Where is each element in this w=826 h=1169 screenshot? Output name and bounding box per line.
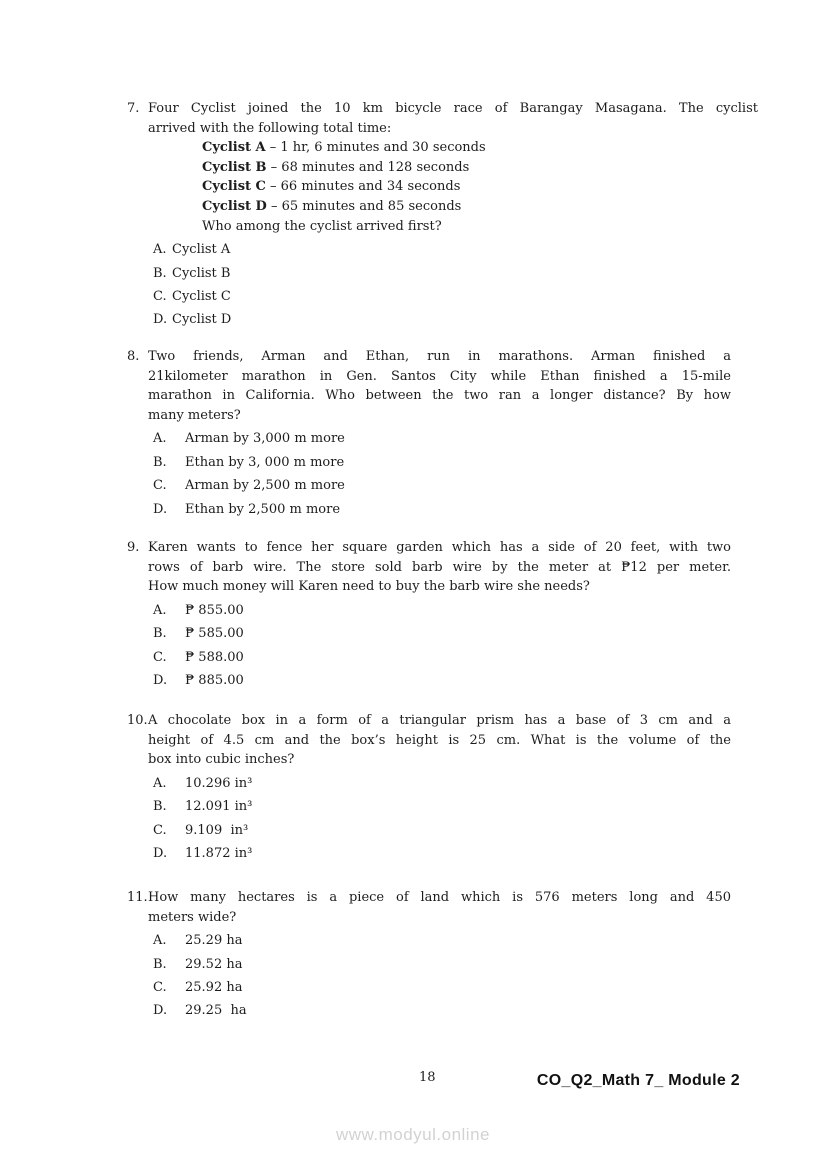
option-letter: B. <box>153 454 167 470</box>
cyclist-name: Cyclist A <box>202 140 266 156</box>
option-letter: C. <box>153 822 167 838</box>
option-letter: B. <box>153 626 167 642</box>
answer-option <box>153 1001 731 1021</box>
option-text: Ethan by 3, 000 m more <box>185 454 345 470</box>
question-9 <box>127 538 731 694</box>
question-11 <box>127 888 731 1025</box>
question-text-line: arrived with the following total time: <box>148 120 392 136</box>
option-letter: D. <box>153 501 168 517</box>
cyclist-time-item <box>202 158 758 178</box>
option-letter: B. <box>153 799 167 815</box>
question-text-line: How much money will Karen need to buy the barb wire she needs? <box>148 579 590 595</box>
question-text-line: marathon in California. Who between the two ran a longer distance? By how <box>148 388 731 404</box>
option-letter: D. <box>153 845 168 861</box>
option-text: ₱ 855.00 <box>185 602 244 618</box>
option-text: 9.109 in³ <box>185 822 249 838</box>
cyclist-times-list <box>148 138 758 216</box>
answer-option <box>153 310 758 330</box>
option-letter: B. <box>153 265 167 281</box>
option-text: 25.92 ha <box>185 979 243 995</box>
answer-options <box>127 931 731 1021</box>
answer-option <box>153 821 731 841</box>
page-number: 18 <box>419 1070 436 1085</box>
question-number: 7. <box>127 101 140 116</box>
option-text: Cyclist C <box>172 288 231 304</box>
question-7 <box>127 99 758 334</box>
answer-option <box>153 287 758 307</box>
answer-option <box>153 978 731 998</box>
cyclist-time-item <box>202 138 758 158</box>
answer-option <box>153 648 731 668</box>
option-text: 10.296 in³ <box>185 775 253 791</box>
sub-question: Who among the cyclist arrived first? <box>202 218 442 234</box>
option-text: Cyclist B <box>172 265 231 281</box>
answer-option <box>153 240 758 260</box>
question-text-line: 21kilometer marathon in Gen. Santos City while Ethan finished a 15-mile <box>148 368 731 384</box>
question-text-line: Karen wants to fence her square garden which has a side of 20 feet, with two <box>148 540 731 555</box>
option-text: Arman by 2,500 m more <box>185 478 345 494</box>
option-letter: C. <box>153 478 167 494</box>
cyclist-time-item <box>202 177 758 197</box>
option-letter: C. <box>153 979 167 995</box>
cyclist-time: – 1 hr, 6 minutes and 30 seconds <box>265 140 486 156</box>
question-text-line: rows of barb wire. The store sold barb wire by the meter at ₱12 per meter. <box>148 559 731 575</box>
option-letter: D. <box>153 672 168 688</box>
question-text-line: A chocolate box in a form of a triangular prism has a base of 3 cm and a <box>148 713 731 728</box>
question-number: 10. <box>127 713 148 728</box>
option-letter: D. <box>153 312 168 328</box>
option-text: 11.872 in³ <box>185 845 253 861</box>
cyclist-time: – 68 minutes and 128 seconds <box>266 159 470 175</box>
option-letter: B. <box>153 956 167 972</box>
option-text: Cyclist D <box>172 312 232 328</box>
option-text: Arman by 3,000 m more <box>185 431 345 447</box>
option-text: Cyclist A <box>172 242 231 258</box>
answer-option <box>153 476 731 496</box>
option-letter: A. <box>153 933 167 949</box>
option-letter: C. <box>153 649 167 665</box>
answer-options <box>127 601 731 691</box>
question-10 <box>127 711 731 867</box>
cyclist-name: Cyclist B <box>202 159 267 175</box>
question-8 <box>127 347 731 523</box>
question-text-line: box into cubic inches? <box>148 752 295 768</box>
option-letter: C. <box>153 288 167 304</box>
answer-option <box>153 955 731 975</box>
cyclist-name: Cyclist C <box>202 179 266 195</box>
option-text: ₱ 885.00 <box>185 672 244 688</box>
option-letter: A. <box>153 775 167 791</box>
option-text: 29.52 ha <box>185 956 243 972</box>
question-text-line: Two friends, Arman and Ethan, run in marathons. Arman finished a <box>148 349 731 364</box>
question-text-line: meters wide? <box>148 909 237 925</box>
answer-option <box>153 624 731 644</box>
answer-options <box>127 240 758 330</box>
question-text-line: many meters? <box>148 407 241 423</box>
answer-option <box>153 774 731 794</box>
cyclist-time: – 66 minutes and 34 seconds <box>265 179 461 195</box>
question-text-line: height of 4.5 cm and the box’s height is 25 cm. What is the volume of the <box>148 732 731 748</box>
option-text: ₱ 588.00 <box>185 649 244 665</box>
answer-option <box>153 500 731 520</box>
module-label: CO_Q2_Math 7_ Module 2 <box>536 1072 740 1089</box>
answer-option <box>153 601 731 621</box>
option-letter: D. <box>153 1003 168 1019</box>
cyclist-time-item <box>202 197 758 217</box>
question-number: 8. <box>127 349 140 364</box>
option-text: 29.25 ha <box>185 1003 247 1019</box>
cyclist-time: – 65 minutes and 85 seconds <box>266 198 462 214</box>
answer-option <box>153 453 731 473</box>
answer-option <box>153 931 731 951</box>
question-number: 9. <box>127 540 140 555</box>
answer-option <box>153 797 731 817</box>
question-number: 11. <box>127 890 148 905</box>
watermark: www.modyul.online <box>335 1125 490 1144</box>
cyclist-name: Cyclist D <box>202 198 267 214</box>
option-letter: A. <box>153 431 167 447</box>
question-text-line: Four Cyclist joined the 10 km bicycle race of Barangay Masagana. The cyclist <box>148 101 758 116</box>
option-letter: A. <box>153 242 167 258</box>
question-text-line: How many hectares is a piece of land which is 576 meters long and 450 <box>148 890 731 905</box>
option-text: ₱ 585.00 <box>185 626 244 642</box>
answer-option <box>153 264 758 284</box>
answer-options <box>127 774 731 864</box>
answer-option <box>153 844 731 864</box>
option-text: Ethan by 2,500 m more <box>185 501 341 517</box>
answer-option <box>153 429 731 449</box>
option-text: 25.29 ha <box>185 933 243 949</box>
answer-option <box>153 671 731 691</box>
option-text: 12.091 in³ <box>185 799 253 815</box>
answer-options <box>127 429 731 519</box>
option-letter: A. <box>153 602 167 618</box>
